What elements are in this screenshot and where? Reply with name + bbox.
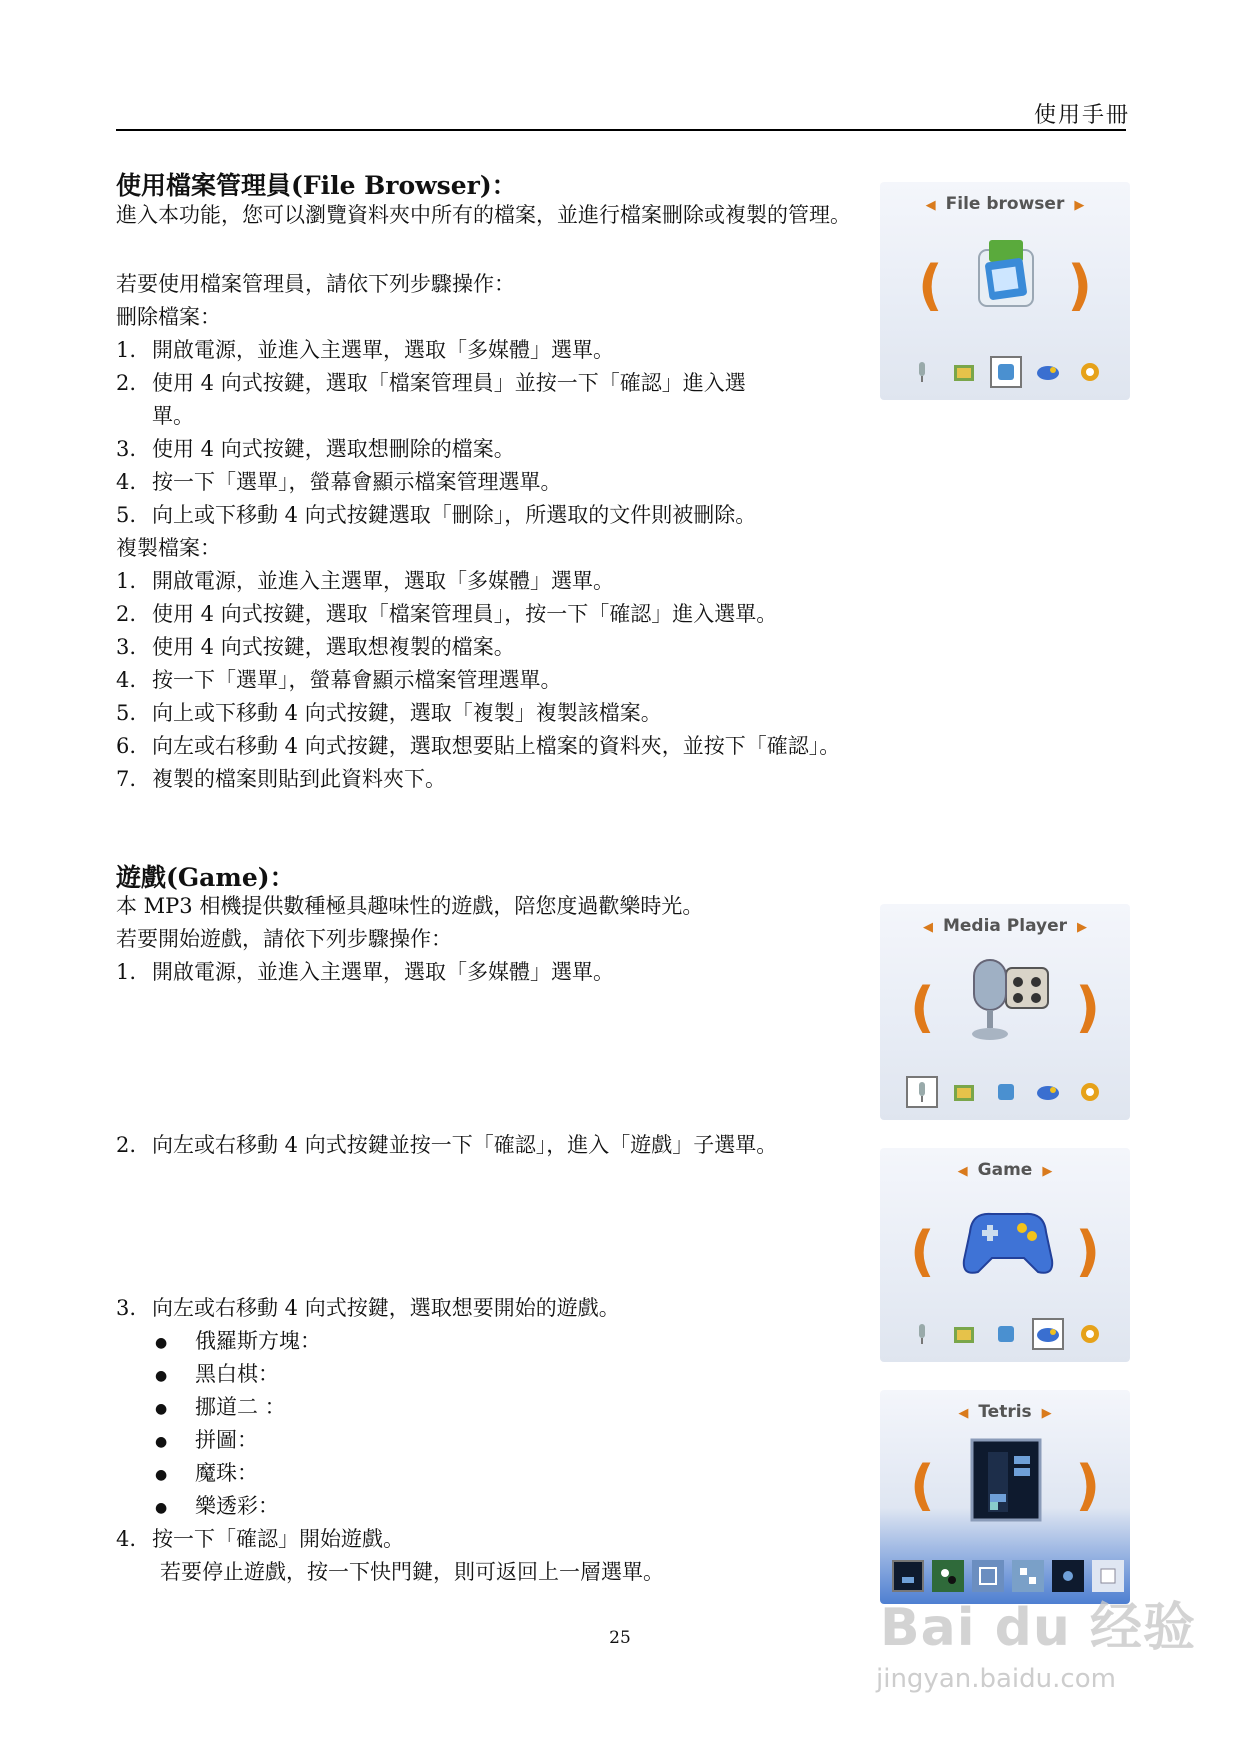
copy-step: 1. 開啟電源，並進入主選單，選取「多媒體」選單。 — [116, 569, 614, 593]
header-rule — [116, 129, 1126, 131]
delete-step: 3. 使用 4 向式按鍵，選取想刪除的檔案。 — [116, 437, 515, 461]
delete-step: 單。 — [152, 404, 194, 428]
photo-icon — [948, 1318, 980, 1350]
file-icon — [990, 1318, 1022, 1350]
microphone-film-icon — [958, 954, 1058, 1048]
game-icon — [1032, 356, 1064, 388]
media-icon — [906, 356, 938, 388]
file-icon — [990, 356, 1022, 388]
gamepad-icon — [958, 1202, 1058, 1286]
settings-icon — [1074, 356, 1106, 388]
delete-step: 1. 開啟電源，並進入主選單，選取「多媒體」選單。 — [116, 338, 614, 362]
file-browser-icon — [975, 234, 1039, 316]
screen-title: ◀ Media Player ▶ — [922, 916, 1088, 936]
game-stop-note: 若要停止遊戲，按一下快門鍵，則可返回上一層選單。 — [160, 1560, 664, 1584]
media-icon — [906, 1318, 938, 1350]
game-list-item: ● 挪道二 ： — [155, 1395, 286, 1419]
game-list-item: ● 樂透彩： — [155, 1494, 279, 1518]
copy-step: 5. 向上或下移動 4 向式按鍵，選取「複製」複製該檔案。 — [116, 701, 662, 725]
file-browser-screen: ◀ File browser ▶ ( ) — [880, 182, 1130, 400]
game-step: 3. 向左或右移動 4 向式按鍵，選取想要開始的遊戲。 — [116, 1296, 620, 1320]
copy-step: 4. 按一下「選單」，螢幕會顯示檔案管理選單。 — [116, 668, 562, 692]
copy-step: 2. 使用 4 向式按鍵，選取「檔案管理員」，按一下「確認」進入選單。 — [116, 602, 778, 626]
game-list-item: ● 俄羅斯方塊： — [155, 1329, 321, 1353]
running-header: 使用手冊 — [1033, 103, 1130, 128]
tetris-icon — [970, 1438, 1042, 1526]
tetris-screen: ◀ Tetris ▶ ( ) — [880, 1390, 1130, 1604]
game-step: 1. 開啟電源，並進入主選單，選取「多媒體」選單。 — [116, 960, 614, 984]
delete-heading: 刪除檔案： — [116, 305, 221, 329]
copy-step: 7. 複製的檔案則貼到此資料夾下。 — [116, 767, 446, 791]
copy-step: 3. 使用 4 向式按鍵，選取想複製的檔案。 — [116, 635, 515, 659]
game-list-item: ● 黑白棋： — [155, 1362, 279, 1386]
file-icon — [990, 1076, 1022, 1108]
screen-title: ◀ Tetris ▶ — [958, 1402, 1052, 1422]
game-icon — [1032, 1076, 1064, 1108]
photo-icon — [948, 1076, 980, 1108]
media-player-screen: ◀ Media Player ▶ ( ) — [880, 904, 1130, 1120]
menu-icon-bar — [906, 1076, 1106, 1110]
copy-step: 6. 向左或右移動 4 向式按鍵，選取想要貼上檔案的資料夾，並按下「確認」。 — [116, 734, 841, 758]
photo-icon — [948, 356, 980, 388]
menu-icon-bar — [906, 1318, 1106, 1352]
page-number: 25 — [609, 1628, 631, 1648]
game-intro: 本 MP3 相機提供數種極具趣味性的遊戲，陪您度過歡樂時光。 — [116, 894, 704, 918]
game-step: 4. 按一下「確認」開始遊戲。 — [116, 1527, 404, 1551]
file-browser-how: 若要使用檔案管理員，請依下列步驟操作： — [116, 272, 515, 296]
screen-title: ◀ File browser ▶ — [925, 194, 1085, 214]
file-browser-intro: 進入本功能，您可以瀏覽資料夾中所有的檔案，並進行檔案刪除或複製的管理。 — [116, 203, 851, 227]
delete-step: 4. 按一下「選單」，螢幕會顯示檔案管理選單。 — [116, 470, 562, 494]
game-how: 若要開始遊戲，請依下列步驟操作： — [116, 927, 452, 951]
delete-step: 2. 使用 4 向式按鍵，選取「檔案管理員」並按一下「確認」進入選 — [116, 371, 746, 395]
game-list-item: ● 魔珠： — [155, 1461, 258, 1485]
game-icon — [1032, 1318, 1064, 1350]
game-heading: 遊戲(Game)： — [116, 863, 295, 892]
game-list-item: ● 拼圖： — [155, 1428, 258, 1452]
settings-icon — [1074, 1076, 1106, 1108]
screen-title: ◀ Game ▶ — [957, 1160, 1053, 1180]
file-browser-heading: 使用檔案管理員(File Browser)： — [116, 171, 517, 200]
delete-step: 5. 向上或下移動 4 向式按鍵選取「刪除」，所選取的文件則被刪除。 — [116, 503, 757, 527]
game-screen: ◀ Game ▶ ( ) — [880, 1148, 1130, 1362]
settings-icon — [1074, 1318, 1106, 1350]
copy-heading: 複製檔案： — [116, 536, 221, 560]
baidu-watermark-url: jingyan.baidu.com — [876, 1664, 1116, 1694]
baidu-watermark-logo: Bai du 经验 — [880, 1598, 1196, 1658]
game-step: 2. 向左或右移動 4 向式按鍵並按一下「確認」，進入「遊戲」子選單。 — [116, 1133, 778, 1157]
menu-icon-bar — [906, 356, 1106, 390]
media-icon — [906, 1076, 938, 1108]
